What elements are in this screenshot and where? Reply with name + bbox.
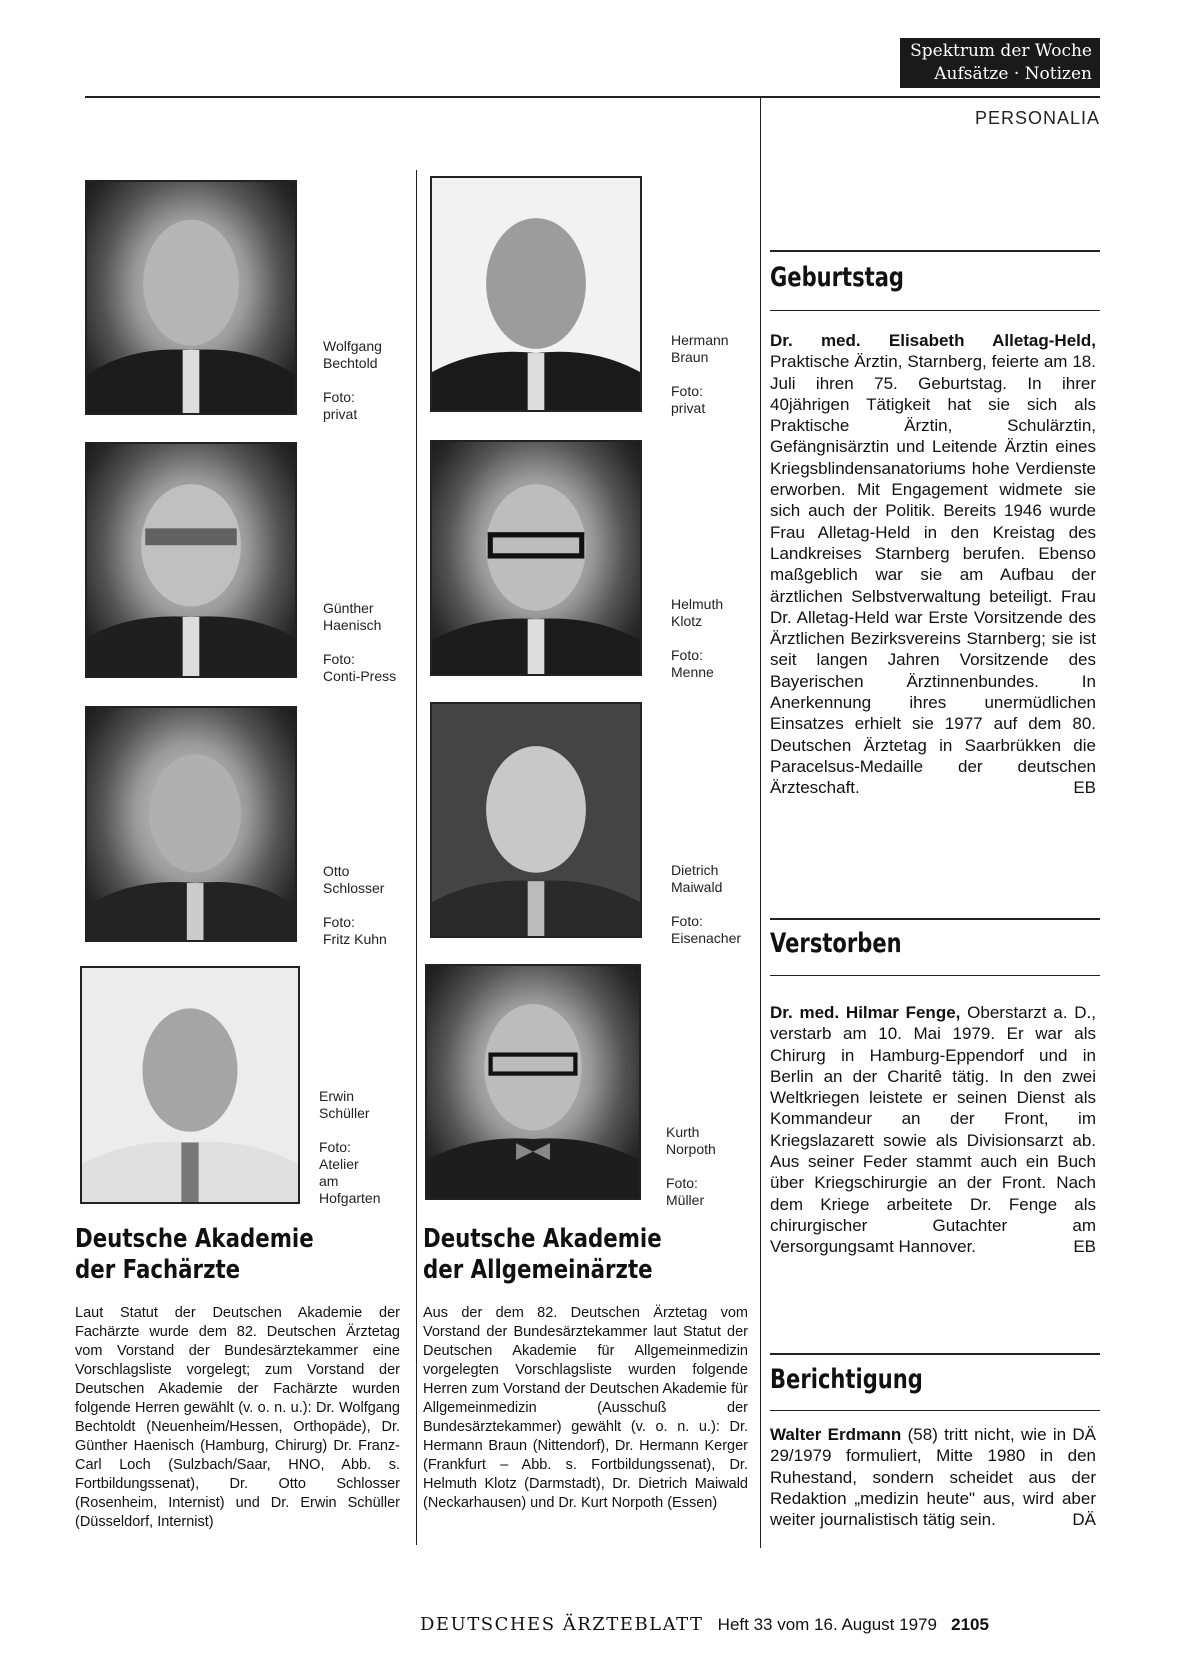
- portrait-caption: [323, 600, 396, 685]
- verstorben-heading: Verstorben: [770, 928, 902, 959]
- portrait-photo: [80, 966, 300, 1204]
- portrait-name: Schüller: [319, 1105, 370, 1121]
- article-body: Laut Statut der Deutschen Akademie der Fachärzte wurde dem 82. Deutschen Ärztetag vom Vorstand der Bundesärztekammer eine Vorschlagsliste vorgelegt; zum Vorstand der Deutschen Akademie der Fachärzte wurden folgende Herren gewählt (v. o. n. u.): Dr. Wolfgang Bechtoldt (Neuenheim/Hessen, Orthopäde), Dr. Günther Haenisch (Hamburg, Chirurg) Dr. Franz-Carl Loch (Sulzbach/Saar, HNO, Abb. s. Fortbildungssenat), Dr. Otto Schlosser (Rosenheim, Internist) und Dr. Erwin Schüller (Düsseldorf, Internist): [75, 1305, 400, 1530]
- portrait-photo: [85, 180, 297, 415]
- berichtigung-rule-bottom: [770, 1410, 1100, 1411]
- portrait-credit-label: Foto:: [671, 647, 703, 663]
- berichtigung-text: (58) tritt nicht, wie in DÄ 29/1979 formuliert, Mitte 1980 in den Ruhestand, sondern scheidet aus der Redaktion „medizin heute" aus, wird aber weiter journalistisch tätig sein.: [770, 1425, 1096, 1530]
- portrait-caption: [323, 338, 382, 423]
- portrait-name: Hermann: [671, 332, 729, 348]
- column-divider-left: [416, 170, 417, 1545]
- verstorben-text: Oberstarzt a. D., verstarb am 10. Mai 1979. Er war als Chirurg in Hamburg-Eppendorf und in Berlin an der Charitê tätig. In den zwei Weltkriegen leistete er seinen Dienst als Kommandeur an der Front, im Kriegslazarett sowie als Divisionsarzt ab. Aus seiner Feder stammt auch ein Buch über Kriegschirurgie an der Front. Nach dem Kriege arbeitete Dr. Fenge als chirurgischer Gutachter am Versorgungsamt Hannover.: [770, 1003, 1096, 1257]
- portrait-name: Helmuth: [671, 596, 724, 612]
- portrait-credit-label: Foto:: [323, 914, 355, 930]
- portrait-name: Dietrich: [671, 862, 719, 878]
- portrait-name: Kurth: [666, 1124, 700, 1140]
- portrait-credit-label: Foto:: [323, 651, 355, 667]
- article-title-line1: Deutsche Akademie: [75, 1224, 314, 1254]
- portrait-caption: [319, 1088, 380, 1207]
- portrait-credit-label: Foto:: [666, 1175, 698, 1191]
- article-title-line1: Deutsche Akademie: [423, 1224, 662, 1254]
- verstorben-body: [770, 1002, 1096, 1258]
- berichtigung-rule-top: [770, 1353, 1100, 1355]
- verstorben-rule-bottom: [770, 975, 1100, 976]
- portrait-photo: [430, 440, 642, 676]
- geburtstag-body: [770, 330, 1096, 799]
- page-footer: [420, 1614, 1110, 1635]
- article-title-line2: der Allgemeinärzte: [423, 1255, 653, 1285]
- portrait-name: Klotz: [671, 613, 703, 629]
- berichtigung-body: [770, 1424, 1096, 1530]
- verstorben-signature: EB: [1073, 1237, 1096, 1257]
- geburtstag-heading: Geburtstag: [770, 262, 904, 293]
- portrait-photo: [85, 442, 297, 678]
- portrait-name: Maiwald: [671, 879, 723, 895]
- verstorben-lead: Dr. med. Hilmar Fenge,: [770, 1003, 961, 1022]
- portrait-name: Erwin: [319, 1088, 355, 1104]
- portrait-caption: [323, 863, 387, 948]
- geburtstag-text: Praktische Ärztin, Starnberg, feierte am 18. Juli ihren 75. Geburtstag. In ihrer 40jährigen Tätigkeit hat sie sich als Praktische Ärztin, Schulärztin, Gefängnisärztin und Leitende Ärztin eines Kriegsblindensanatoriums hohe Verdienste erworben. Mit Engagement widmete sie sich auch der Politik. Bereits 1946 wurde Frau Alletag-Held in den Kreistag des Landkreises Starnberg berufen. Ebenso maßgeblich war sie am Aufbau der ärztlichen Selbstverwaltung beteiligt. Frau Dr. Alletag-Held war Erste Vorsitzende des Ärztlichen Bezirksvereins Starnberg; sie ist seit langen Jahren Vorsitzende des Bayerischen Ärztinnenbundes. In Anerkennung ihres unermüdlichen Einsatzes erhielt sie 1977 auf dem 80. Deutschen Ärztetag in Saarbrükken die Paracelsus-Medaille der deutschen Ärzteschaft.: [770, 352, 1096, 798]
- portrait-name: Norpoth: [666, 1141, 716, 1157]
- portrait-photo: [85, 706, 297, 942]
- geburtstag-rule-bottom: [770, 310, 1100, 311]
- portrait-credit-label: Foto:: [671, 383, 703, 399]
- portrait-credit: Conti-Press: [323, 668, 397, 684]
- portrait-credit-label: Foto:: [323, 389, 355, 405]
- portrait-caption: [671, 596, 723, 681]
- section-tag-line1: Spektrum der Woche: [910, 41, 1092, 61]
- portrait-name: Günther: [323, 600, 374, 616]
- portrait-caption: [671, 862, 741, 947]
- article-title: [423, 1224, 662, 1286]
- berichtigung-heading: Berichtigung: [770, 1364, 923, 1395]
- portrait-credit: Fritz Kuhn: [323, 931, 387, 947]
- geburtstag-signature: EB: [1073, 778, 1096, 798]
- article-title: [75, 1224, 314, 1286]
- portrait-name: Braun: [671, 349, 709, 365]
- portrait-caption: [671, 332, 729, 417]
- portrait-credit: privat: [323, 406, 358, 422]
- portrait-credit: Hofgarten: [319, 1190, 381, 1206]
- geburtstag-lead: Dr. med. Elisabeth Alletag-Held,: [770, 331, 1096, 350]
- berichtigung-lead: Walter Erdmann: [770, 1425, 902, 1444]
- article-body: Aus der dem 82. Deutschen Ärztetag vom Vorstand der Bundesärztekammer laut Statut der Deutschen Akademie für Allgemeinmedizin vorgelegten Vorschlagsliste wurden folgende Herren zum Vorstand der Deutschen Akademie für Allgemeinmedizin (Ausschuß der Bundesärztekammer) gewählt (v. o. n. u.): Dr. Hermann Braun (Nittendorf), Dr. Hermann Kerger (Frankfurt – Abb. s. Fortbildungssenat), Dr. Helmuth Klotz (Darmstadt), Dr. Dietrich Maiwald (Neckarhausen) und Dr. Kurt Norpoth (Essen): [423, 1305, 748, 1511]
- footer-magazine: DEUTSCHES ÄRZTEBLATT: [420, 1614, 704, 1635]
- portrait-caption: [666, 1124, 716, 1209]
- portrait-credit: Eisenacher: [671, 930, 742, 946]
- portrait-credit: am: [319, 1173, 339, 1189]
- footer-issue: Heft 33 vom 16. August 1979: [717, 1615, 937, 1634]
- portrait-credit: privat: [671, 400, 706, 416]
- portrait-name: Haenisch: [323, 617, 382, 633]
- top-rule: [85, 96, 1100, 98]
- portrait-name: Wolfgang: [323, 338, 382, 354]
- portrait-credit: Müller: [666, 1192, 705, 1208]
- portrait-credit-label: Foto:: [671, 913, 703, 929]
- berichtigung-signature: DÄ: [1072, 1510, 1096, 1530]
- section-label: PERSONALIA: [974, 108, 1100, 128]
- section-tag: [900, 38, 1100, 88]
- portrait-credit-label: Foto:: [319, 1139, 351, 1155]
- footer-page-number: 2105: [951, 1615, 989, 1634]
- portrait-name: Bechtold: [323, 355, 378, 371]
- geburtstag-rule-top: [770, 250, 1100, 252]
- portrait-name: Schlosser: [323, 880, 385, 896]
- portrait-name: Otto: [323, 863, 350, 879]
- portrait-credit: Atelier: [319, 1156, 359, 1172]
- section-tag-line2: Aufsätze · Notizen: [934, 64, 1092, 84]
- portrait-credit: Menne: [671, 664, 714, 680]
- verstorben-rule-top: [770, 918, 1100, 920]
- portrait-photo: [430, 176, 642, 412]
- column-divider-right: [760, 98, 761, 1548]
- article-title-line2: der Fachärzte: [75, 1255, 241, 1285]
- portrait-photo: [430, 702, 642, 938]
- portrait-photo: [425, 964, 641, 1200]
